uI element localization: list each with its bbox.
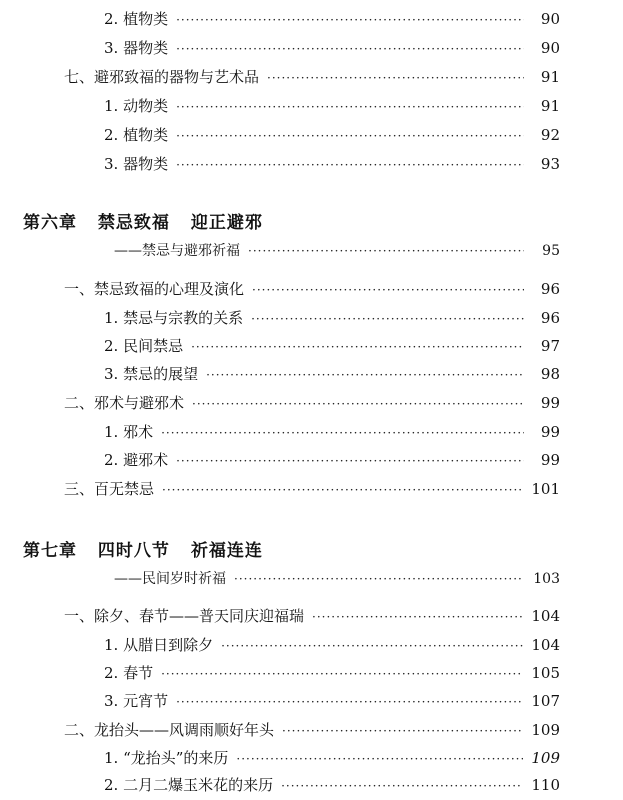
chapter-heading bbox=[23, 208, 263, 233]
toc-entry-title: 1. 从腊日到除夕 bbox=[104, 636, 214, 654]
dot-leader bbox=[248, 244, 524, 258]
toc-entry-title: 3. 器物类 bbox=[104, 39, 169, 57]
toc-entry-title: 3. 器物类 bbox=[104, 155, 169, 173]
toc-entry-title: 一、除夕、春节——普天同庆迎福瑞 bbox=[64, 607, 305, 625]
dot-leader bbox=[161, 667, 523, 681]
dot-leader bbox=[176, 454, 524, 468]
toc-section bbox=[64, 478, 560, 502]
toc-entry bbox=[104, 662, 560, 686]
toc-entry bbox=[104, 449, 560, 473]
dot-leader bbox=[176, 13, 524, 27]
toc-section bbox=[64, 392, 560, 416]
toc-entry bbox=[104, 335, 560, 359]
toc-entry-title: 2. 植物类 bbox=[104, 10, 169, 28]
chapter-label: 第六章 bbox=[23, 213, 77, 233]
toc-entry-title: 二、龙抬头——风调雨顺好年头 bbox=[64, 721, 275, 739]
dot-leader bbox=[251, 312, 524, 326]
dot-leader bbox=[236, 752, 523, 766]
toc-entry bbox=[104, 8, 560, 32]
dot-leader bbox=[176, 100, 524, 114]
toc-page-number: 93 bbox=[540, 155, 560, 173]
toc-entry bbox=[104, 421, 560, 445]
toc-entry bbox=[104, 690, 560, 714]
dot-leader bbox=[267, 71, 524, 85]
toc-page-number: 92 bbox=[540, 126, 560, 144]
toc-section bbox=[64, 605, 560, 629]
toc-page-number: 101 bbox=[531, 480, 560, 498]
dot-leader bbox=[176, 158, 524, 172]
toc-page-number: 91 bbox=[540, 97, 560, 115]
dot-leader bbox=[191, 340, 524, 354]
chapter-label: 第七章 bbox=[23, 541, 77, 561]
dot-leader bbox=[176, 129, 524, 143]
toc-page-number: 91 bbox=[540, 68, 560, 86]
toc-entry-title: 2. 民间禁忌 bbox=[104, 337, 184, 355]
toc-entry-title: 三、百无禁忌 bbox=[64, 480, 155, 498]
dot-leader bbox=[206, 368, 524, 382]
dot-leader bbox=[221, 639, 523, 653]
toc-page-number: 96 bbox=[540, 280, 560, 298]
dot-leader bbox=[252, 283, 524, 297]
chapter-title-part2: 迎正避邪 bbox=[190, 213, 263, 233]
toc-page-number: 105 bbox=[531, 664, 560, 682]
toc-page-number: 107 bbox=[531, 692, 560, 710]
toc-entry bbox=[104, 37, 560, 61]
toc-entry bbox=[104, 747, 560, 771]
toc-page-number: 90 bbox=[540, 10, 560, 28]
chapter-subtitle-row bbox=[114, 568, 560, 592]
toc-entry bbox=[104, 363, 560, 387]
dot-leader bbox=[192, 397, 524, 411]
toc-entry-title: 一、禁忌致福的心理及演化 bbox=[64, 280, 245, 298]
toc-entry-title: 1. 动物类 bbox=[104, 97, 169, 115]
toc-page-number: 109 bbox=[531, 721, 560, 739]
toc-entry bbox=[104, 153, 560, 177]
toc-page-number: 95 bbox=[542, 243, 560, 259]
toc-entry-title: 3. 元宵节 bbox=[104, 692, 169, 710]
chapter-title-part1: 禁忌致福 bbox=[97, 213, 170, 233]
toc-page-number: 99 bbox=[540, 451, 560, 469]
toc-entry-title: 2. 植物类 bbox=[104, 126, 169, 144]
toc-entry-title: 2. 二月二爆玉米花的来历 bbox=[104, 776, 274, 794]
toc-entry bbox=[104, 634, 560, 658]
toc-page-number: 110 bbox=[531, 776, 560, 794]
toc-page-number: 99 bbox=[540, 394, 560, 412]
toc-section bbox=[64, 278, 560, 302]
toc-page-number: 104 bbox=[531, 607, 560, 625]
toc-entry-title: 1. 禁忌与宗教的关系 bbox=[104, 309, 244, 327]
dot-leader bbox=[161, 426, 524, 440]
toc-page-number: 99 bbox=[540, 423, 560, 441]
dot-leader bbox=[162, 483, 523, 497]
toc-page-number: 90 bbox=[540, 39, 560, 57]
toc-entry bbox=[104, 95, 560, 119]
toc-page-number: 98 bbox=[540, 365, 560, 383]
toc-page-number: 97 bbox=[540, 337, 560, 355]
toc-page-number: 96 bbox=[540, 309, 560, 327]
chapter-title-part1: 四时八节 bbox=[97, 541, 170, 561]
toc-page-number: 103 bbox=[533, 571, 560, 587]
dot-leader bbox=[234, 572, 524, 586]
dot-leader bbox=[312, 610, 523, 624]
toc-entry bbox=[104, 307, 560, 331]
toc-entry-title: 1. 邪术 bbox=[104, 423, 154, 441]
toc-entry-title: 七、避邪致福的器物与艺术品 bbox=[64, 68, 260, 86]
chapter-subtitle: ——禁忌与避邪祈福 bbox=[114, 243, 240, 259]
toc-entry bbox=[104, 124, 560, 148]
toc-entry-title: 2. 避邪术 bbox=[104, 451, 169, 469]
toc-entry-title: 3. 禁忌的展望 bbox=[104, 365, 199, 383]
chapter-subtitle-row bbox=[114, 240, 560, 264]
chapter-heading bbox=[23, 536, 263, 561]
toc-page-number: 104 bbox=[531, 636, 560, 654]
chapter-title-part2: 祈福连连 bbox=[190, 541, 263, 561]
dot-leader bbox=[176, 695, 523, 709]
toc-page-number: 109 bbox=[531, 749, 560, 767]
toc-entry-title: 2. 春节 bbox=[104, 664, 154, 682]
toc-entry-title: 二、邪术与避邪术 bbox=[64, 394, 185, 412]
dot-leader bbox=[176, 42, 524, 56]
toc-section bbox=[64, 66, 560, 90]
dot-leader bbox=[281, 779, 523, 793]
toc-entry bbox=[104, 774, 560, 798]
dot-leader bbox=[282, 724, 523, 738]
toc-entry-title: 1. “龙抬头”的来历 bbox=[104, 749, 229, 767]
chapter-subtitle: ——民间岁时祈福 bbox=[114, 571, 226, 587]
toc-section bbox=[64, 719, 560, 743]
